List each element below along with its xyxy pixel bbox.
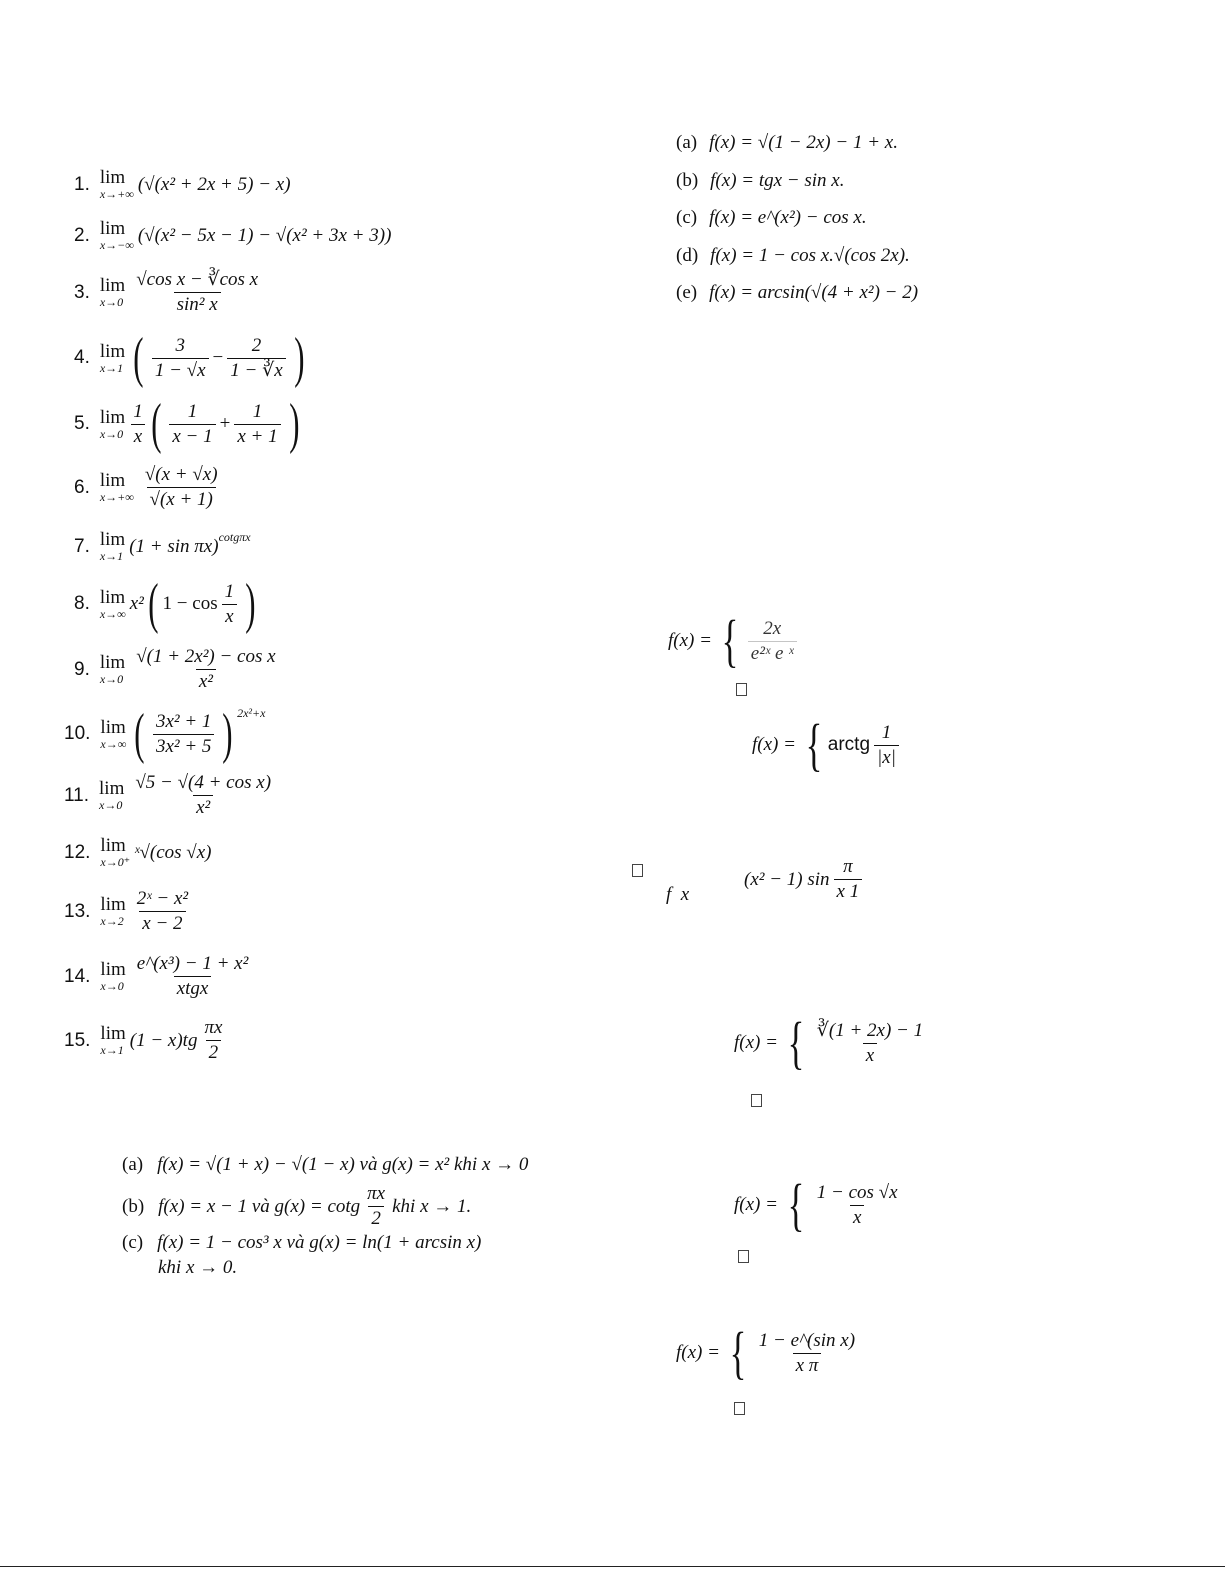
- lim-word: lim: [99, 275, 126, 296]
- right-item-e: [676, 282, 918, 304]
- numerator: πx: [367, 1183, 386, 1204]
- compare-item-c: [122, 1232, 481, 1279]
- denominator: e²ˣ e ˣ: [748, 641, 797, 666]
- limit-item-4: 4. lim x→1 ( $\frac{3}{1 - √x}$ − $\frac{2}{1 - ∛x}$ ): [74, 327, 305, 389]
- denominator: 2: [206, 1040, 222, 1065]
- numerator: 1 − cos √x: [816, 1181, 898, 1203]
- function-lhs: f(x) =: [668, 630, 712, 651]
- numerator: e^(x³) − 1 + x²: [136, 953, 249, 974]
- denominator: x²: [193, 795, 213, 820]
- lim-subscript: x→0: [99, 798, 123, 812]
- limit-item-8: 8. lim x→∞ x² ( 1 − cos $\frac{1}{x}$ ): [74, 573, 256, 635]
- numerator: √(x + √x): [144, 464, 218, 485]
- item-number: 1.: [74, 173, 90, 195]
- lim-subscript: x→−∞: [99, 238, 134, 252]
- item-number: 3.: [74, 281, 90, 303]
- numerator: 1 − e^(sin x): [758, 1329, 856, 1351]
- lim-subscript: x→1: [99, 360, 124, 375]
- lim-subscript: x→0: [100, 979, 124, 993]
- denominator: 2: [368, 1206, 384, 1231]
- denominator: x: [850, 1205, 864, 1230]
- limit-expression: (√(x² + 2x + 5) − x): [137, 173, 291, 195]
- right-item-b: [676, 170, 844, 192]
- item-number: 4.: [74, 347, 90, 368]
- limit-item-11: [64, 771, 278, 820]
- lim-word: lim: [99, 778, 125, 799]
- limit-item-9: [74, 645, 283, 694]
- numerator: 1: [133, 400, 143, 422]
- item-expression: f(x) = arcsin(√(4 + x²) − 2): [709, 282, 919, 303]
- lim-word: lim: [99, 167, 126, 188]
- lim-word: lim: [99, 406, 126, 428]
- limit-expression: ˣ√(cos √x): [134, 841, 212, 863]
- numerator: 2: [251, 334, 262, 356]
- item-label: (b): [122, 1195, 145, 1217]
- numerator: 2x: [763, 617, 782, 639]
- limit-item-14: [64, 952, 255, 1001]
- exponent: cotgπx: [218, 530, 251, 544]
- item-number: 2.: [74, 224, 90, 246]
- denominator: 1 − √x: [152, 358, 209, 383]
- item-number: 15.: [64, 1029, 91, 1051]
- missing-glyph-icon: [632, 862, 643, 881]
- prefactor: x²: [129, 593, 144, 614]
- lim-subscript: x→0⁺: [100, 855, 131, 869]
- lim-word: lim: [100, 716, 126, 738]
- limit-item-2: [74, 219, 391, 252]
- lim-subscript: x→1: [100, 1043, 124, 1057]
- lim-word: lim: [100, 1023, 126, 1044]
- inner-expression: 1 − cos: [162, 593, 218, 614]
- fraction: [133, 268, 261, 317]
- limit-item-1: [74, 168, 291, 201]
- item-expression: f(x) = √(1 − 2x) − 1 + x.: [709, 132, 898, 153]
- lim-subscript: x→∞: [99, 606, 126, 621]
- item-label: (e): [676, 282, 698, 303]
- lim-subscript: x→0: [99, 295, 124, 309]
- limit-expression: (1 + sin πx): [129, 535, 219, 557]
- lim-subscript: x→+∞: [99, 490, 134, 504]
- function-lhs: f(x) =: [734, 1194, 778, 1215]
- denominator: x: [863, 1043, 877, 1068]
- numerator: √(1 + 2x²) − cos x: [136, 646, 276, 667]
- lim-word: lim: [99, 586, 126, 608]
- item-expression-continuation: khi x → 0.: [158, 1257, 238, 1278]
- item-expression: f(x) = x − 1 và g(x) = cotg: [158, 1195, 361, 1217]
- lim-word: lim: [100, 959, 126, 980]
- lim-subscript: x→2: [100, 914, 124, 928]
- denominator: x − 1: [169, 424, 215, 449]
- lim-word: lim: [99, 470, 126, 491]
- denominator: x 1: [834, 879, 863, 904]
- denominator: x + 1: [234, 424, 280, 449]
- item-number: 12.: [64, 841, 91, 863]
- limit-expression: (1 − x)tg: [129, 1029, 198, 1051]
- item-expression: f(x) = e^(x²) − cos x.: [709, 207, 867, 228]
- item-number: 9.: [74, 658, 90, 680]
- function-name: arctg: [827, 734, 871, 755]
- item-number: 14.: [64, 965, 91, 987]
- limit-item-15: [64, 1016, 229, 1065]
- limit-expression: (√(x² − 5x − 1) − √(x² + 3x + 3)): [137, 224, 392, 246]
- function-expression: (x² − 1) sin: [744, 868, 830, 890]
- numerator: 3x² + 1: [155, 710, 212, 732]
- numerator: 1: [224, 580, 235, 602]
- piecewise-3: [744, 855, 866, 904]
- limit-item-13: [64, 887, 195, 936]
- piecewise-5: f(x) = { $\frac{1 - \cos √x}{x}$: [734, 1176, 905, 1234]
- item-number: 8.: [74, 593, 90, 614]
- item-expression: f(x) = 1 − cos³ x và g(x) = ln(1 + arcsin x): [157, 1232, 482, 1253]
- item-label: (d): [676, 245, 699, 266]
- numerator: ∛(1 + 2x) − 1: [816, 1019, 924, 1041]
- limit-item-5: 5. lim x→0 $\frac{1}{x}$ ( $\frac{1}{x - 1}$ + $\frac{1}{x + 1}$ ): [74, 393, 300, 455]
- denominator: 3x² + 5: [153, 734, 214, 759]
- item-label: (c): [676, 207, 698, 228]
- limit-item-6: [74, 463, 225, 512]
- item-expression-tail: khi x → 1.: [392, 1195, 472, 1217]
- limit-item-7: [74, 530, 251, 563]
- piecewise-1: f(x) = { $\frac{2x}{\text{e²ˣ e ˣ}}$: [668, 612, 801, 670]
- item-number: 11.: [64, 784, 90, 806]
- function-letter: f: [666, 884, 672, 905]
- compare-item-a: [122, 1154, 528, 1176]
- item-number: 5.: [74, 413, 90, 434]
- numerator: √5 − √(4 + cos x): [135, 772, 272, 793]
- item-expression: f(x) = √(1 + x) − √(1 − x) và g(x) = x² khi x → 0: [157, 1154, 529, 1175]
- denominator: x − 2: [139, 911, 185, 936]
- numerator: πx: [204, 1017, 223, 1038]
- lim-word: lim: [100, 894, 126, 915]
- piecewise-4: f(x) = { $\frac{∛(1 + 2x) - 1}{x}$: [734, 1014, 930, 1072]
- lim-word: lim: [100, 835, 126, 856]
- right-item-a: [676, 132, 898, 154]
- limit-item-3: [74, 268, 265, 317]
- item-label: (a): [676, 132, 698, 153]
- denominator: x: [222, 604, 236, 629]
- missing-glyph-icon: [738, 1248, 749, 1267]
- missing-glyph-icon: [734, 1400, 745, 1419]
- item-number: 10.: [64, 723, 91, 744]
- lim-word: lim: [99, 652, 126, 673]
- piecewise-2: f(x) = { arctg $\frac{1}{|x|}$: [752, 716, 903, 774]
- denominator: x π: [793, 1353, 822, 1378]
- lim-subscript: x→∞: [100, 736, 127, 751]
- right-item-d: [676, 245, 910, 267]
- item-label: (c): [122, 1232, 144, 1253]
- numerator: 1: [187, 400, 198, 422]
- item-number: 13.: [64, 900, 91, 922]
- denominator: 1 − ∛x: [227, 358, 285, 383]
- lim-subscript: x→1: [99, 549, 124, 563]
- function-variable: x: [680, 884, 690, 905]
- lim-word: lim: [99, 218, 126, 239]
- function-lhs: f(x) =: [676, 1342, 720, 1363]
- lim-subscript: x→0: [99, 672, 124, 686]
- item-label: (b): [676, 170, 699, 191]
- limit-item-12: [64, 836, 211, 869]
- exponent: 2x²+x: [237, 706, 266, 720]
- numerator: √cos x − ∛cos x: [136, 269, 259, 290]
- item-number: 6.: [74, 476, 90, 498]
- piecewise-6: f(x) = { $\frac{\text{1 − e\textasciicircum{}(sin x)}}{\text{x π}}$: [676, 1324, 862, 1382]
- lim-word: lim: [99, 529, 126, 550]
- missing-glyph-icon: [736, 681, 747, 700]
- item-number: 7.: [74, 535, 90, 557]
- compare-item-b: [122, 1182, 471, 1231]
- function-lhs: f(x) =: [752, 734, 796, 755]
- right-item-c: [676, 207, 867, 229]
- numerator: 1: [881, 721, 892, 743]
- limit-item-10: 10. lim x→∞ ( $\frac{\text{3x² + 1}}{\text{3x² + 5}}$ ) 2x²+x: [64, 703, 266, 765]
- lim-subscript: x→+∞: [99, 187, 134, 201]
- item-label: (a): [122, 1154, 144, 1175]
- numerator: 1: [252, 400, 263, 422]
- item-expression: f(x) = tgx − sin x.: [710, 170, 845, 191]
- denominator: xtgx: [174, 976, 212, 1001]
- function-lhs: f(x) =: [734, 1032, 778, 1053]
- numerator: 3: [175, 334, 185, 356]
- page-bottom-rule: [0, 1566, 1225, 1567]
- denominator: |x|: [874, 745, 899, 770]
- missing-glyph-icon: [751, 1092, 762, 1111]
- denominator: √(x + 1): [147, 487, 216, 512]
- numerator: π: [843, 856, 853, 877]
- denominator: x²: [196, 669, 216, 694]
- denominator: sin² x: [174, 292, 221, 317]
- denominator: x: [131, 424, 145, 449]
- piecewise-3-lhs: [666, 884, 689, 906]
- item-expression: f(x) = 1 − cos x.√(cos 2x).: [710, 245, 910, 266]
- numerator: 2ˣ − x²: [136, 888, 189, 909]
- lim-subscript: x→0: [99, 426, 124, 441]
- lim-word: lim: [99, 340, 126, 362]
